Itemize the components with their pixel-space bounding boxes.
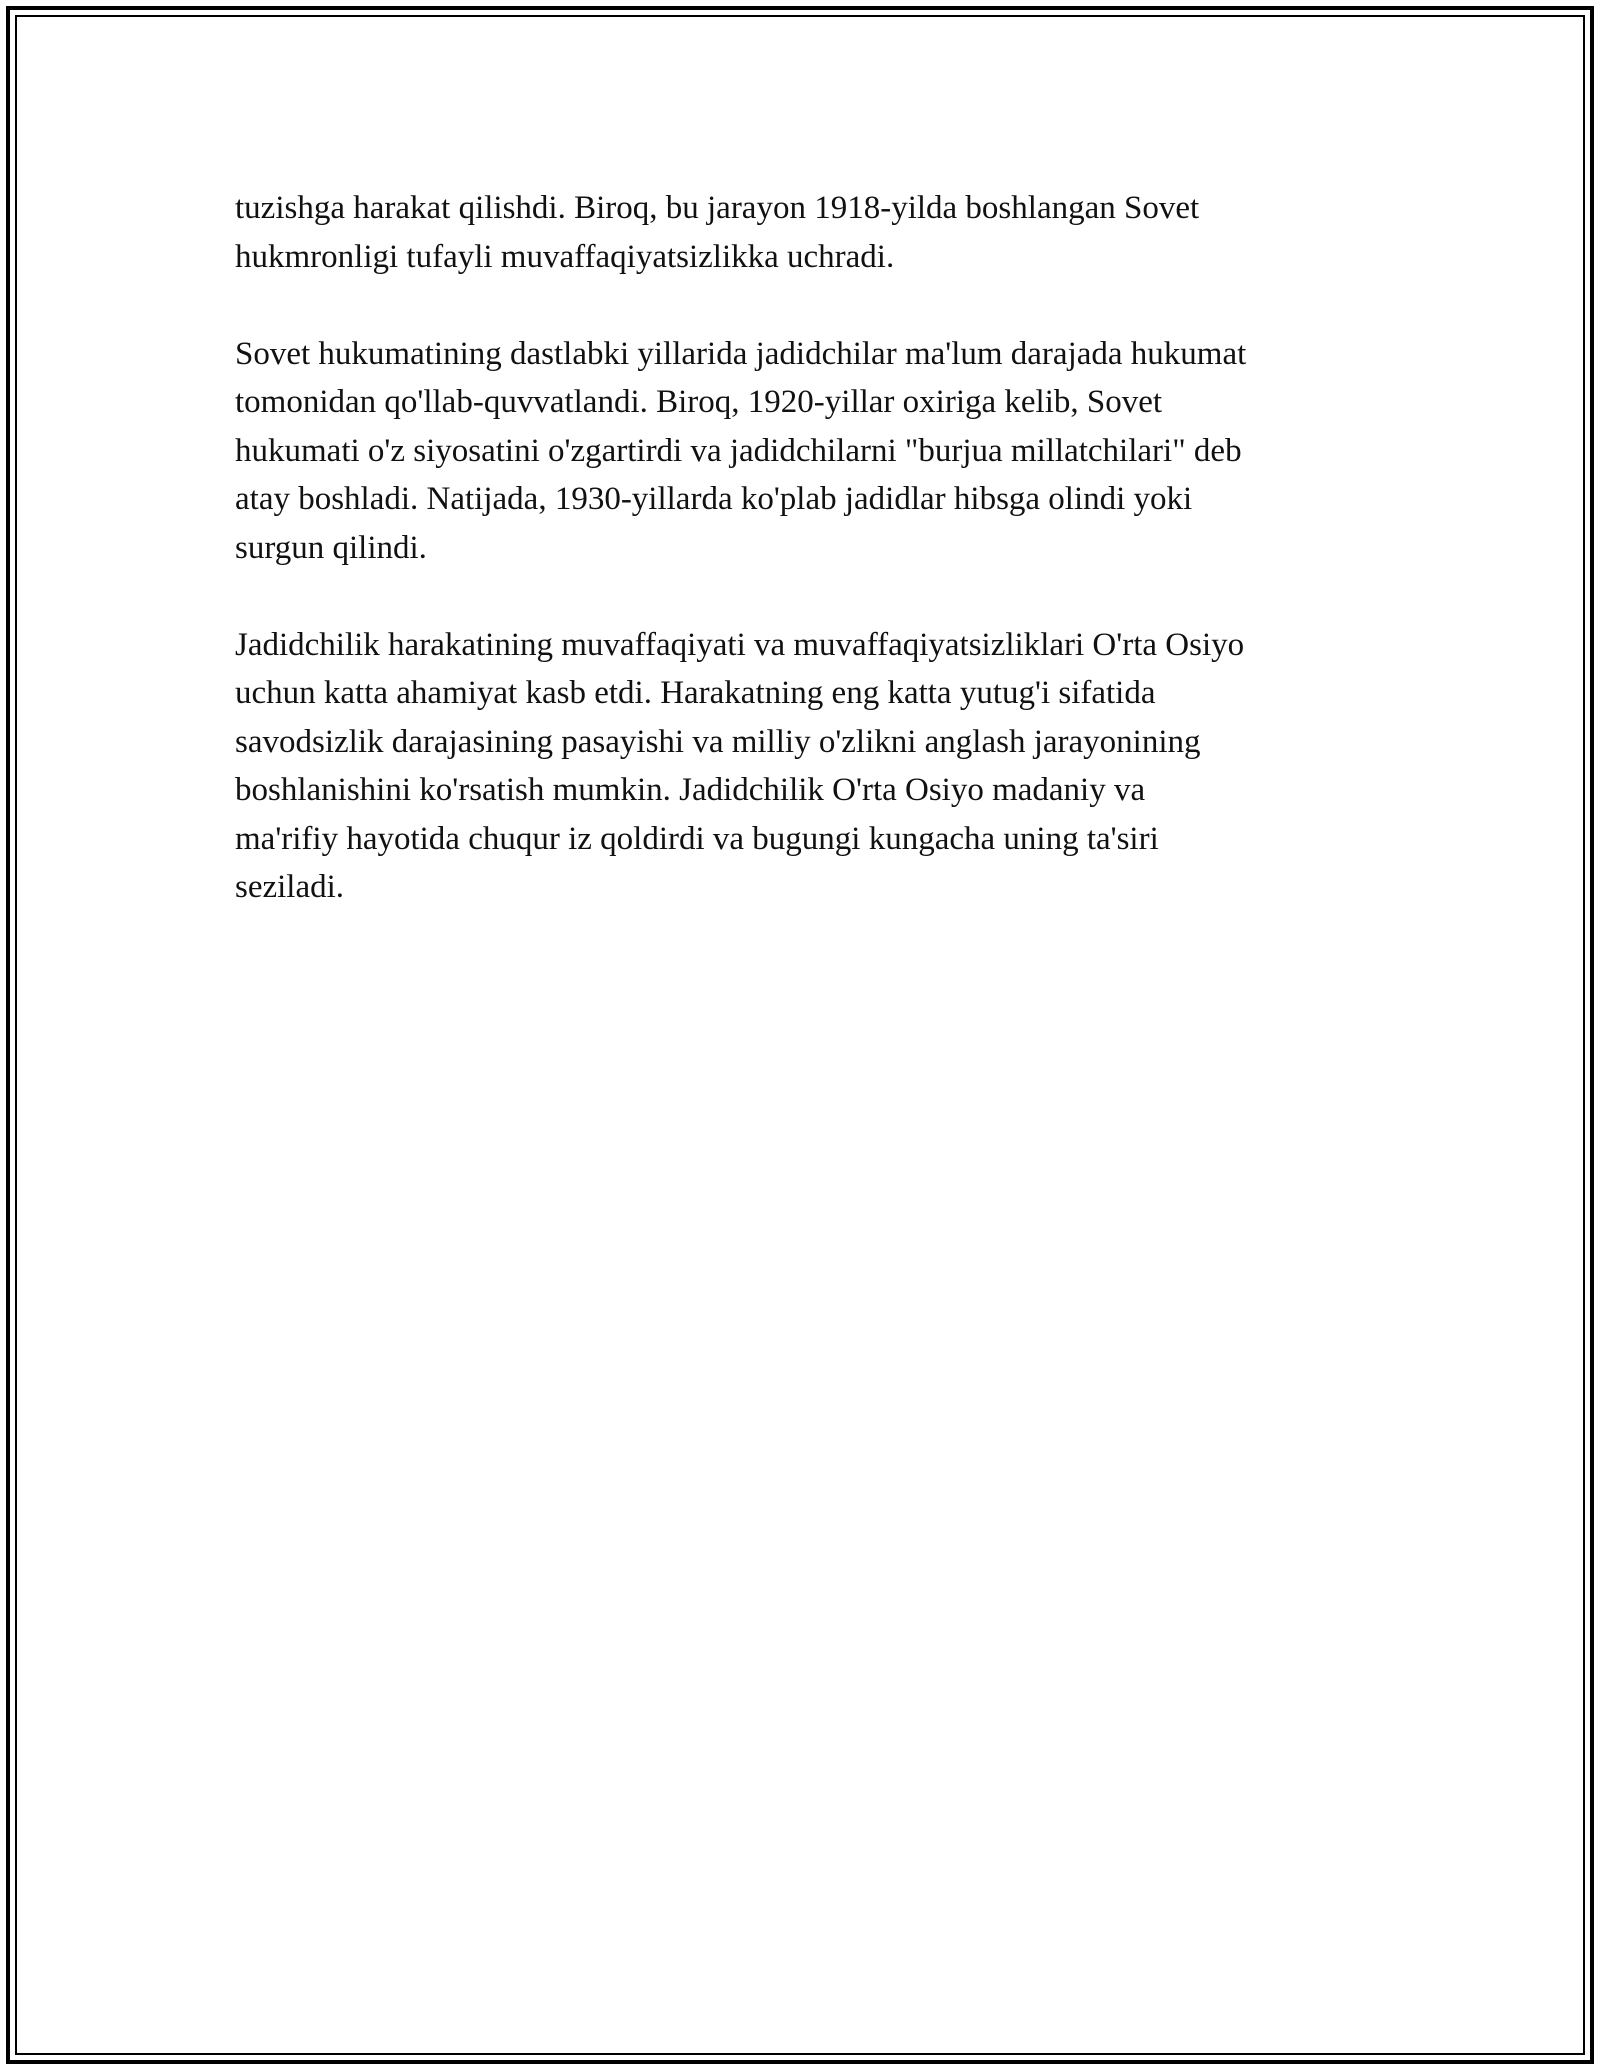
paragraph-3: Jadidchilik harakatining muvaffaqiyati va muvaffaqiyatsizliklari O'rta Osiyo uchun katta ahamiyat kasb etdi. Harakatning eng katta yutug'i sifatida savodsizlik darajasining pasayishi va milliy o'zlikni anglash jarayonining boshlanishini ko'rsatish mumkin. Jadidchilik O'rta Osiyo madaniy va ma'rifiy hayotida chuqur iz qoldirdi va bugungi kungacha uning ta'siri seziladi.	[235, 626, 1245, 905]
document-body	[235, 184, 1375, 960]
paragraph-1: tuzishga harakat qilishdi. Biroq, bu jarayon 1918-yilda boshlangan Sovet hukmronligi tufayli muvaffaqiyatsizlikka uchradi.	[235, 190, 1200, 275]
paragraph-2: Sovet hukumatining dastlabki yillarida jadidchilar ma'lum darajada hukumat tomonidan qo'llab-quvvatlandi. Biroq, 1920-yillar oxiriga kelib, Sovet hukumati o'z siyosatini o'zgartirdi va jadidchilarni "burjua millatchilari" deb atay boshladi. Natijada, 1930-yillarda ko'plab jadidlar hibsga olindi yoki surgun qilindi.	[235, 335, 1247, 566]
